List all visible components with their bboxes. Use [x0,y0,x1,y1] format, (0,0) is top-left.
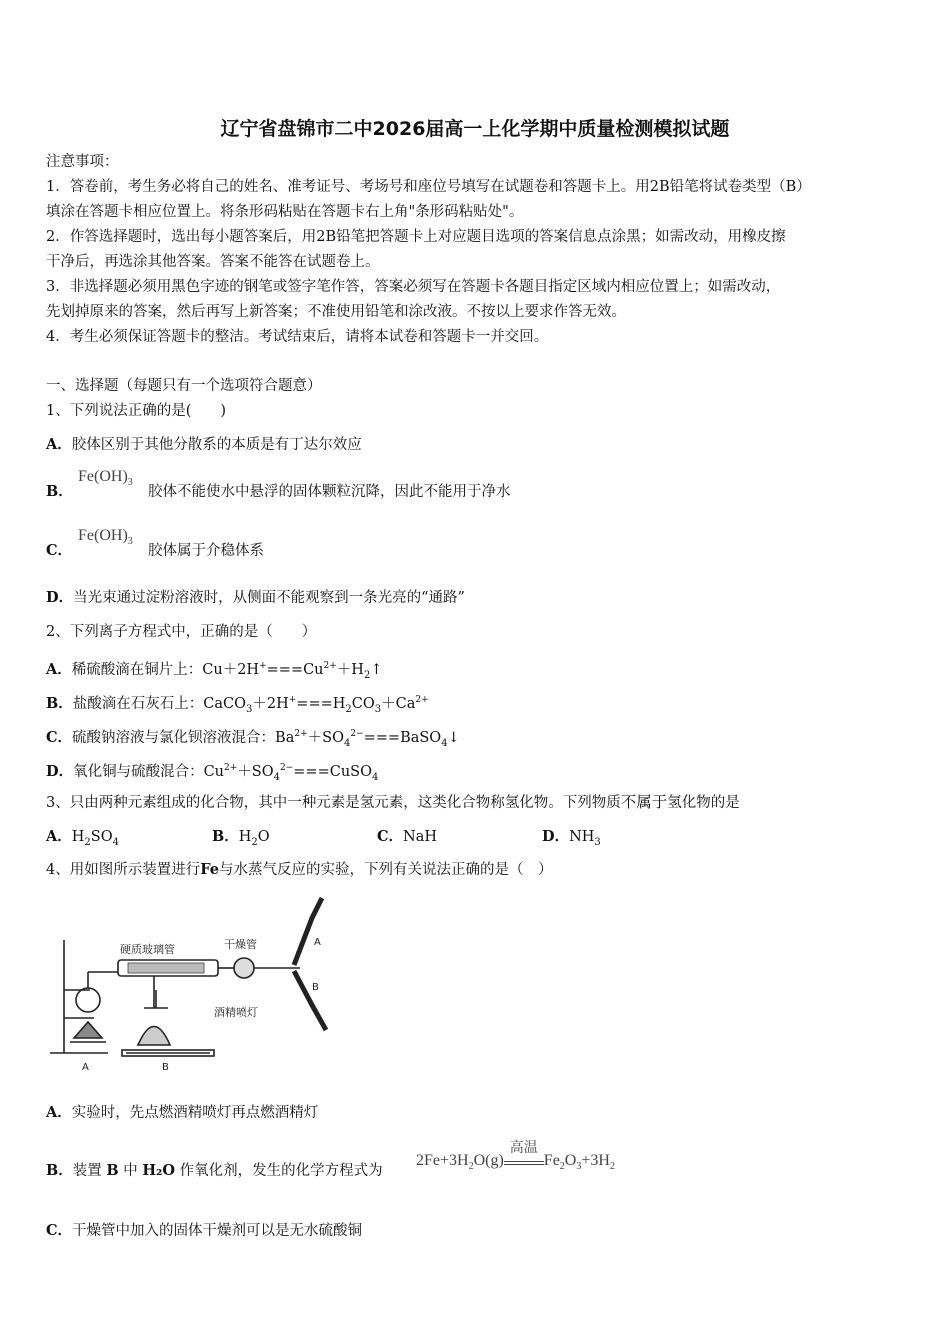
figure-label-lamp: 酒精喷灯 [214,1006,258,1019]
equation: $CaCO_3+2H^+===H_2CO_3+Ca^{2+}$ [203,695,429,715]
option-text: 稀硫酸滴在铜片上： [71,662,203,678]
figure-label-tube: 硬质玻璃管 [120,943,175,956]
q2-option-d [46,758,378,788]
q2-stem: 2、下列离子方程式中，正确的是（ ） [46,624,317,640]
q1-c-formula: $Fe(OH)_3$ [78,527,133,547]
q3-option-a: A．$H_2SO_4$ [46,828,119,848]
q1-option-d [46,588,465,608]
section-title: 一、选择题（每题只有一个选项符合题意） [46,378,322,394]
q2-option-a [46,656,382,686]
q3-option-c: C．NaH [377,828,438,845]
option-text: 胶体区别于其他分散系的本质是有丁达尔效应 [71,437,362,453]
option-label: C． [46,729,73,746]
equation: $Ba^{2+}+SO_4^{2-}===BaSO_4↓$ [275,729,460,749]
q4-option-b: B．装置 B 中 H₂O 作氧化剂，发生的化学方程式为 [46,1162,383,1179]
q2-option-b [46,690,429,720]
q1-b-formula: $Fe(OH)_3$ [78,468,133,488]
figure-label-b-bottom: B [162,1062,169,1073]
figure-label-b-top: B [312,982,319,993]
q1-stem: 1、下列说法正确的是( ) [46,403,227,419]
option-label: A． [46,661,72,678]
q4-stem: 4、用如图所示装置进行Fe与水蒸气反应的实验，下列有关说法正确的是（ ） [46,861,553,878]
option-text: 氧化铜与硫酸混合： [73,764,204,780]
notice-line: 2．作答选择题时，选出每小题答案后，用2B铅笔把答题卡上对应题目选项的答案信息点涂黑；如需改动，用橡皮擦 [46,229,786,245]
q4-option-c: C．干燥管中加入的固体干燥剂可以是无水硫酸铜 [46,1222,363,1239]
q3-option-b: B．$H_2O$ [212,828,270,848]
q1-option-b [46,482,73,502]
q2-option-c [46,724,460,754]
notice-line: 干净后，再选涂其他答案。答案不能答在试题卷上。 [46,254,380,270]
q4-option-a: A．实验时，先点燃酒精喷灯再点燃酒精灯 [46,1104,319,1121]
figure-label-a-bottom: A [82,1062,89,1073]
option-label: A． [46,436,72,453]
figure-label-a-top: A [314,937,321,948]
equation: $Cu^{2+}+SO_4^{2-}===CuSO_4$ [203,763,379,783]
option-label: C． [46,542,73,559]
notice-line: 1．答卷前，考生务必将自己的姓名、准考证号、考场号和座位号填写在试题卷和答题卡上。用2B铅笔将试卷类型（B） [46,179,811,195]
option-label: D． [46,589,74,606]
q3-stem: 3、只由两种元素组成的化合物，其中一种元素是氢元素，这类化合物称氢化物。下列物质不属于氢化物的是 [46,793,740,811]
option-text: 硫酸钠溶液与氯化钡溶液混合： [72,730,276,746]
q3-option-d: D．$NH_3$ [542,828,601,848]
option-label: B． [46,695,73,712]
figure-label-dryer: 干燥管 [224,938,257,951]
equation: $Cu+2H^+===Cu^{2+}+H_2↑$ [202,661,383,681]
option-label: D． [46,763,74,780]
option-text: 盐酸滴在石灰石上： [72,696,204,712]
page-title: 辽宁省盘锦市二中2026届高一上化学期中质量检测模拟试题 [220,118,730,140]
notice-line: 填涂在答题卡相应位置上。将条形码粘贴在答题卡右上角"条形码粘贴处"。 [46,204,524,220]
option-text: 当光束通过淀粉溶液时，从侧面不能观察到一条光亮的“通路” [73,590,465,606]
option-label: B． [46,483,73,500]
q1-option-c [46,541,72,561]
notice-line: 4．考生必须保证答题卡的整洁。考试结束后，请将本试卷和答题卡一并交回。 [46,329,549,345]
option-text: 胶体不能使水中悬浮的固体颗粒沉降，因此不能用于净水 [148,484,511,500]
notice-line: 3．非选择题必须用黑色字迹的钢笔或签字笔作答，答案必须写在答题卡各题目指定区域内相应位置上；如需改动， [46,279,781,295]
apparatus-figure [44,890,344,1075]
q1-option-a [46,435,362,455]
notice-line: 先划掉原来的答案，然后再写上新答案；不准使用铅笔和涂改液。不按以上要求作答无效。 [46,304,626,320]
q4-b-equation: $2Fe+3H_2O(g)$ 高温 $Fe_2O_3+3H_2$ [416,1141,615,1172]
option-text: 胶体属于介稳体系 [148,543,264,559]
notice-heading: 注意事项： [46,154,119,170]
